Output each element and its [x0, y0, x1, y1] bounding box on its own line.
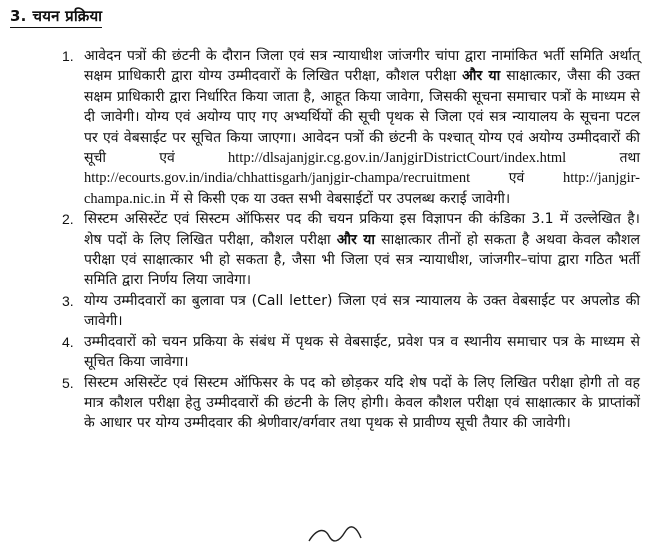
item-text: में से किसी एक या उक्त सभी वेबसाईटों पर उपलब्ध कराई जावेगी। — [170, 190, 511, 207]
list-item — [50, 291, 640, 332]
item-text: आवेदन पत्रों की छंटनी के दौरान जिला एवं सत्र न्यायाधीश जांजगीर चांपा द्वारा नामांकित भर्ती समिति अर्थात् सक्षम प्राधिकारी द्वारा योग्य उम्मीदवारों के लिखित परीक्षा, कौशल परीक्षा — [84, 48, 640, 85]
item-text: सिस्टम असिस्टेंट एवं सिस्टम ऑफिसर पद की चयन प्रकिया इस विज्ञापन की कंडिका 3.1 में उल्लेखित है। शेष पदों के लिए लिखित परीक्षा, कौशल परीक्षा — [84, 211, 640, 248]
website-link[interactable]: http://janjgir-champa.nic.in — [84, 170, 641, 207]
list-item — [50, 373, 640, 434]
emphasis-text: और या — [462, 68, 501, 85]
section-number: 3. — [10, 7, 27, 25]
item-text: साक्षात्कार, जैसा की उक्त सक्षम प्राधिकारी द्वारा निर्धारित किया जाता है, आहूत किया जावेगा, जिसकी सूचना समाचार पत्रों के माध्यम से दी जावेगी। योग्य एवं अयोग्य पाए गए अभ्यर्थियों की सूची पृथक से जिला एवं सत्र न्यायालय के सूचना पटल पर एवं वेबसाईट पर सूचित किया जाएगा। आवेदन पत्रों की छंटनी के पश्चात् योग्य एवं अयोग्य उम्मीदवारों की सूची एवं — [84, 68, 641, 167]
item-text: योग्य उम्मीदवारों का बुलावा पत्र (Call letter) जिला एवं सत्र न्यायालय के उक्त वेबसाईट पर अपलोड की जावेगी। — [84, 292, 640, 330]
list-item — [50, 332, 640, 373]
website-link[interactable]: http://ecourts.gov.in/india/chhattisgarh/janjgir-champa/recruitment — [84, 170, 471, 187]
list-item — [50, 46, 640, 209]
selection-process-list — [50, 46, 640, 434]
list-marker: 4. — [62, 333, 74, 350]
list-marker: 1. — [62, 48, 74, 64]
item-text: तथा — [619, 150, 640, 167]
item-text: एवं — [508, 170, 525, 187]
emphasis-text: और या — [336, 231, 376, 248]
item-text: उम्मीदवारों को चयन प्रकिया के संबंध में पृथक से वेबसाईट, प्रवेश पत्र व स्थानीय समाचार पत्र के माध्यम से सूचित किया जावेगा। — [84, 333, 640, 371]
signature-mark — [305, 524, 365, 543]
item-text: साक्षात्कार तीनों हो सकता है अथवा केवल कौशल परीक्षा एवं साक्षात्कार भी हो सकता है, जैसा भी जिला एवं सत्र न्यायाधीश, जांजगीर–चांपा द्वारा गठित भर्ती समिति द्वारा निर्णय लिया जावेगा। — [84, 231, 641, 289]
list-item — [50, 209, 640, 291]
list-marker: 2. — [62, 211, 74, 228]
list-marker: 5. — [62, 374, 74, 391]
section-title: चयन प्रक्रिया — [32, 7, 103, 25]
website-link[interactable]: http://dlsajanjgir.cg.gov.in/JanjgirDistrictCourt/index.html — [228, 150, 567, 167]
section-heading — [10, 6, 102, 28]
list-marker: 3. — [62, 292, 74, 309]
item-text: सिस्टम असिस्टेंट एवं सिस्टम ऑफिसर के पद को छोड़कर यदि शेष पदों के लिए लिखित परीक्षा होगी तो वह मात्र कौशल परीक्षा हेतु उम्मीदवारों की छंटनी के लिए होगी। केवल कौशल परीक्षा एवं साक्षात्कार के प्राप्तांकों के आधार पर योग्य उम्मीदवार की श्रेणीवार/वर्गवार तथा पृथक से प्रावीण्य सूची तैयार की जावेगी। — [84, 374, 640, 432]
